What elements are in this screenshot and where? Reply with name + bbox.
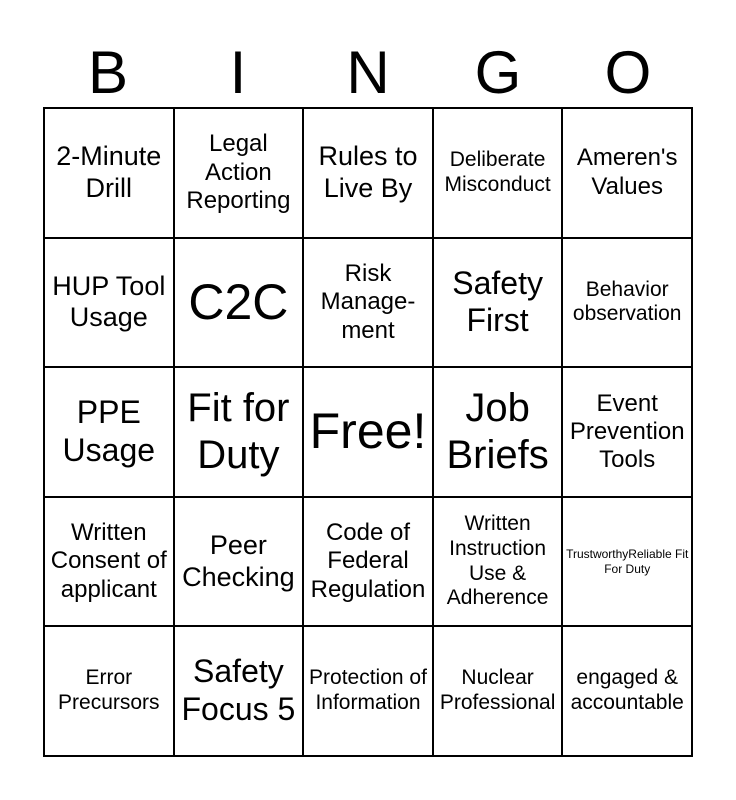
bingo-cell[interactable] <box>175 627 305 757</box>
cell-text: Written Consent of applicant <box>50 519 167 603</box>
bingo-cell[interactable] <box>434 498 564 628</box>
cell-text: Job Briefs <box>446 385 549 477</box>
bingo-cell[interactable] <box>175 368 305 498</box>
cell-text: 2-Minute Drill <box>56 140 162 203</box>
header-letter-o: O <box>604 39 652 106</box>
cell-text: Deliberate Misconduct <box>444 148 551 196</box>
bingo-cell[interactable] <box>434 368 564 498</box>
bingo-cell[interactable] <box>563 239 693 369</box>
cell-text: Behavior observation <box>572 277 682 326</box>
cell-text: TrustworthyReliable Fit For Duty <box>566 547 689 576</box>
cell-text: Event Prevention Tools <box>569 389 685 474</box>
cell-text: Free! <box>309 403 427 460</box>
cell-text: Protection of Information <box>309 666 427 715</box>
cell-text: Peer Checking <box>182 529 295 592</box>
cell-text: engaged & accountable <box>570 666 684 715</box>
cell-text: Safety First <box>452 264 543 339</box>
bingo-cell[interactable] <box>304 627 434 757</box>
bingo-cell[interactable] <box>563 627 693 757</box>
header-letter-g: G <box>474 39 522 106</box>
bingo-cell[interactable] <box>304 239 434 369</box>
bingo-cell[interactable] <box>563 498 693 628</box>
bingo-cell[interactable] <box>434 239 564 369</box>
bingo-cell[interactable] <box>45 109 175 239</box>
bingo-cell free-space[interactable] <box>304 368 434 498</box>
cell-text: Rules to Live By <box>318 140 418 203</box>
cell-text: Risk Manage-ment <box>320 259 416 344</box>
bingo-cell[interactable] <box>304 498 434 628</box>
cell-text: HUP Tool Usage <box>52 270 166 333</box>
bingo-cell[interactable] <box>563 368 693 498</box>
cell-text: Written Instruction Use & Adherence <box>446 512 549 610</box>
bingo-cell[interactable] <box>45 368 175 498</box>
bingo-header <box>43 40 693 106</box>
header-letter-n: N <box>346 39 390 106</box>
bingo-cell[interactable] <box>434 109 564 239</box>
bingo-cell[interactable] <box>304 109 434 239</box>
cell-text: Safety Focus 5 <box>181 653 296 728</box>
bingo-cell[interactable] <box>175 498 305 628</box>
cell-text: Ameren's Values <box>576 144 678 200</box>
bingo-cell[interactable] <box>45 498 175 628</box>
cell-text: PPE Usage <box>62 394 156 468</box>
bingo-cell[interactable] <box>563 109 693 239</box>
cell-text: Nuclear Professional <box>439 666 556 715</box>
bingo-board <box>43 107 693 757</box>
cell-text: Error Precursors <box>58 666 160 715</box>
cell-text: C2C <box>188 273 289 330</box>
bingo-cell[interactable] <box>45 239 175 369</box>
cell-text: Code of Federal Regulation <box>310 519 426 603</box>
bingo-cell[interactable] <box>434 627 564 757</box>
bingo-cell[interactable] <box>175 109 305 239</box>
cell-text: Legal Action Reporting <box>186 130 291 214</box>
bingo-cell[interactable] <box>45 627 175 757</box>
bingo-cell[interactable] <box>175 239 305 369</box>
cell-text: Fit for Duty <box>187 385 290 477</box>
header-letter-i: I <box>229 39 247 106</box>
header-letter-b: B <box>87 39 129 106</box>
